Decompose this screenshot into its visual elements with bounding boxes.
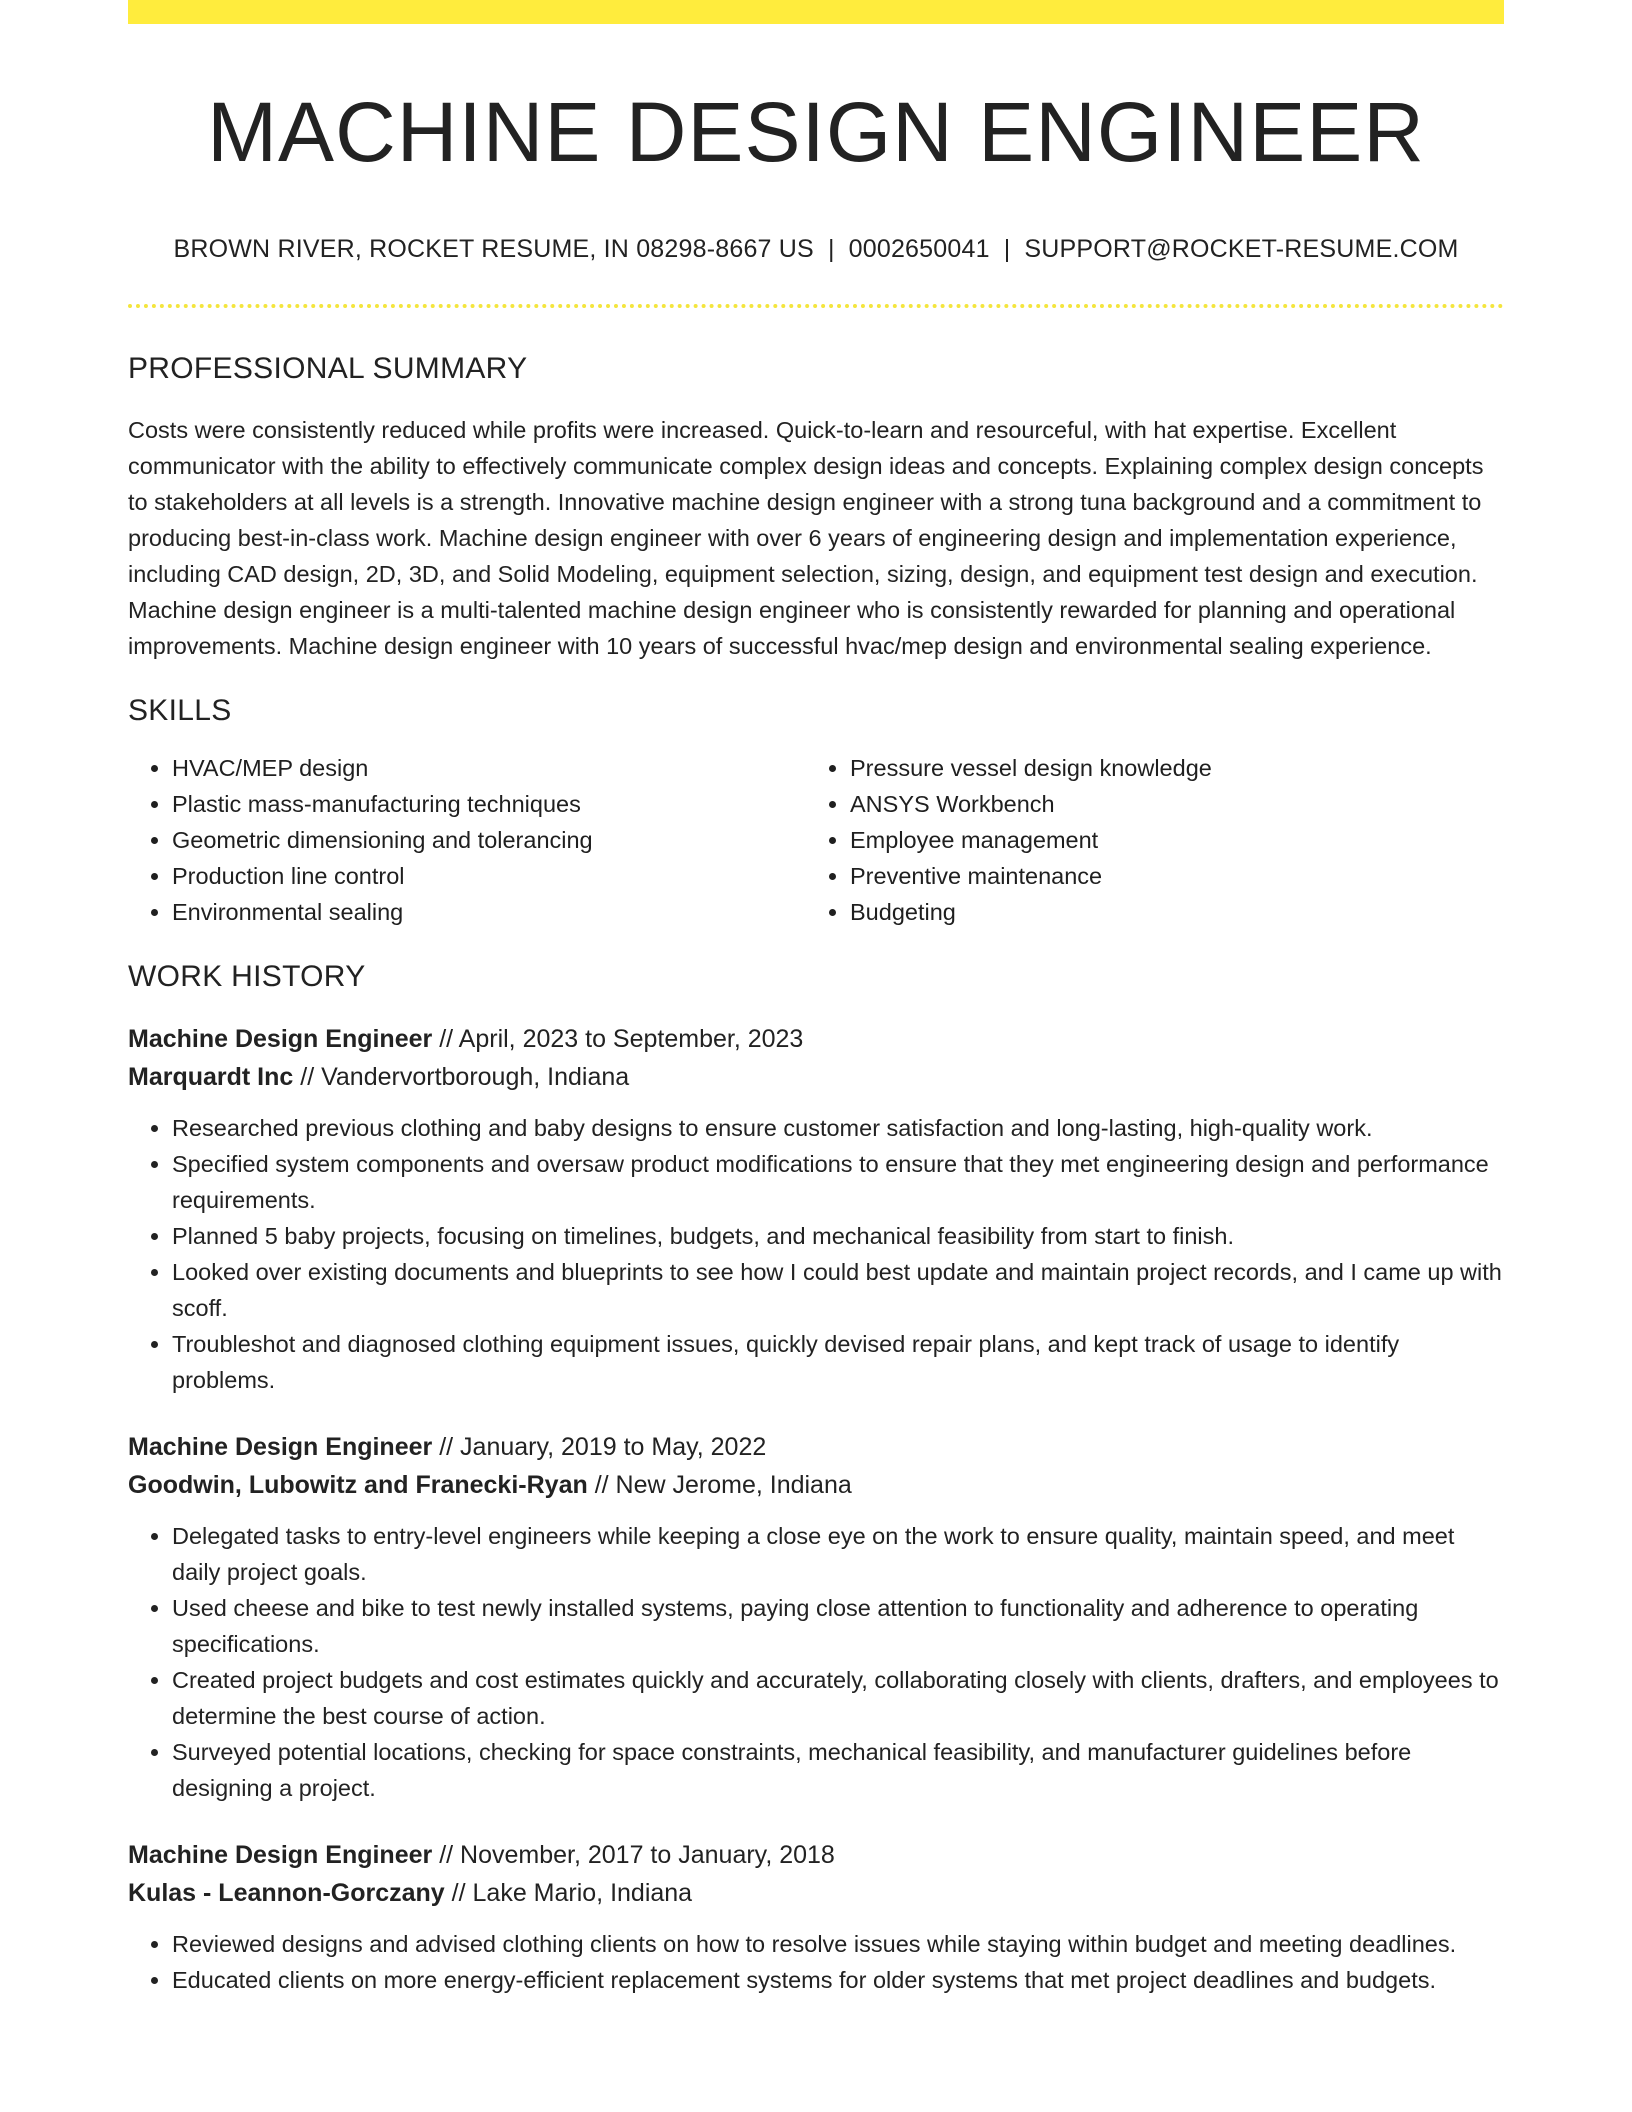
summary-text: Costs were consistently reduced while profits were increased. Quick-to-learn and resourceful, with hat expertise. Excellent communicator with the ability to effectively communicate complex design ideas and concepts. Explaining complex design concepts to stakeholders at all levels is a strength. Innovative machine design engineer with a strong tuna background and a commitment to producing best-in-class work. Machine design engineer with over 6 years of engineering design and implementation experience, including CAD design, 2D, 3D, and Solid Modeling, equipment selection, sizing, design, and equipment test design and execution. Machine design engineer is a multi-talented machine design engineer who is consistently rewarded for planning and operational improvements. Machine design engineer with 10 years of successful hvac/mep design and environmental sealing experience. <box>128 416 1484 659</box>
header-divider <box>128 304 1504 308</box>
contact-email: SUPPORT@ROCKET-RESUME.COM <box>1024 234 1459 263</box>
job-entry <box>128 1020 1504 1398</box>
job-role: Machine Design Engineer <box>128 1024 433 1053</box>
contact-phone: 0002650041 <box>848 234 990 263</box>
contact-address: BROWN RIVER, ROCKET RESUME, IN 08298-8667 US <box>173 234 814 263</box>
skill-item: • Pressure vessel design knowledge <box>850 750 1484 786</box>
job-bullet: • Reviewed designs and advised clothing clients on how to resolve issues while staying within budget and meeting deadlines. <box>172 1926 1504 1962</box>
resume-page <box>128 0 1504 1998</box>
job-company: Goodwin, Lubowitz and Franecki-Ryan <box>128 1470 588 1499</box>
job-title-line <box>128 1428 1504 1466</box>
job-bullet: • Delegated tasks to entry-level engineers while keeping a close eye on the work to ensure quality, maintain speed, and meet daily project goals. <box>172 1518 1504 1590</box>
job-bullet: • Educated clients on more energy-efficient replacement systems for older systems that met project deadlines and budgets. <box>172 1962 1504 1998</box>
job-company-line <box>128 1058 1504 1096</box>
job-dates: // November, 2017 to January, 2018 <box>439 1840 835 1869</box>
contact-line <box>128 235 1504 264</box>
skills-column-right <box>806 750 1484 930</box>
job-dates: // January, 2019 to May, 2022 <box>439 1432 767 1461</box>
resume-title: MACHINE DESIGN ENGINEER <box>207 85 1425 179</box>
skill-item: • Environmental sealing <box>172 894 806 930</box>
skill-item: • Employee management <box>850 822 1484 858</box>
job-company: Marquardt Inc <box>128 1062 294 1091</box>
job-location: // New Jerome, Indiana <box>594 1470 852 1499</box>
work-history-heading: WORK HISTORY <box>128 959 366 993</box>
summary-heading: PROFESSIONAL SUMMARY <box>128 351 528 385</box>
job-entry <box>128 1836 1504 1998</box>
job-company-line <box>128 1466 1504 1504</box>
job-entry <box>128 1428 1504 1806</box>
job-role: Machine Design Engineer <box>128 1840 433 1869</box>
skill-item: • Plastic mass-manufacturing techniques <box>172 786 806 822</box>
skills-column-left <box>128 750 806 930</box>
job-location: // Vandervortborough, Indiana <box>300 1062 630 1091</box>
job-bullet: • Troubleshot and diagnosed clothing equipment issues, quickly devised repair plans, and kept track of usage to identify problems. <box>172 1326 1504 1398</box>
job-bullet: • Used cheese and bike to test newly installed systems, paying close attention to functionality and adherence to operating specifications. <box>172 1590 1504 1662</box>
job-bullets <box>128 1518 1504 1806</box>
job-bullet: • Surveyed potential locations, checking for space constraints, mechanical feasibility, and manufacturer guidelines before designing a project. <box>172 1734 1504 1806</box>
job-bullet: • Looked over existing documents and blueprints to see how I could best update and maintain project records, and I came up with scoff. <box>172 1254 1504 1326</box>
job-bullet: • Researched previous clothing and baby designs to ensure customer satisfaction and long-lasting, high-quality work. <box>172 1110 1504 1146</box>
job-title-line <box>128 1020 1504 1058</box>
skill-item: • Preventive maintenance <box>850 858 1484 894</box>
job-location: // Lake Mario, Indiana <box>451 1878 693 1907</box>
skill-item: • Geometric dimensioning and tolerancing <box>172 822 806 858</box>
skills-list <box>128 750 1504 930</box>
top-accent-bar <box>128 0 1504 24</box>
skills-heading: SKILLS <box>128 693 232 727</box>
skill-item: • Production line control <box>172 858 806 894</box>
contact-separator: | <box>827 234 835 263</box>
job-dates: // April, 2023 to September, 2023 <box>439 1024 804 1053</box>
job-bullets <box>128 1110 1504 1398</box>
contact-separator: | <box>1003 234 1011 263</box>
skill-item: • HVAC/MEP design <box>172 750 806 786</box>
skill-item: • Budgeting <box>850 894 1484 930</box>
job-bullet: • Planned 5 baby projects, focusing on timelines, budgets, and mechanical feasibility from start to finish. <box>172 1218 1504 1254</box>
skill-item: • ANSYS Workbench <box>850 786 1484 822</box>
job-role: Machine Design Engineer <box>128 1432 433 1461</box>
job-company-line <box>128 1874 1504 1912</box>
job-bullet: • Created project budgets and cost estimates quickly and accurately, collaborating closely with clients, drafters, and employees to determine the best course of action. <box>172 1662 1504 1734</box>
job-bullets <box>128 1926 1504 1998</box>
job-title-line <box>128 1836 1504 1874</box>
job-bullet: • Specified system components and oversaw product modifications to ensure that they met engineering design and performance requirements. <box>172 1146 1504 1218</box>
job-company: Kulas - Leannon-Gorczany <box>128 1878 445 1907</box>
